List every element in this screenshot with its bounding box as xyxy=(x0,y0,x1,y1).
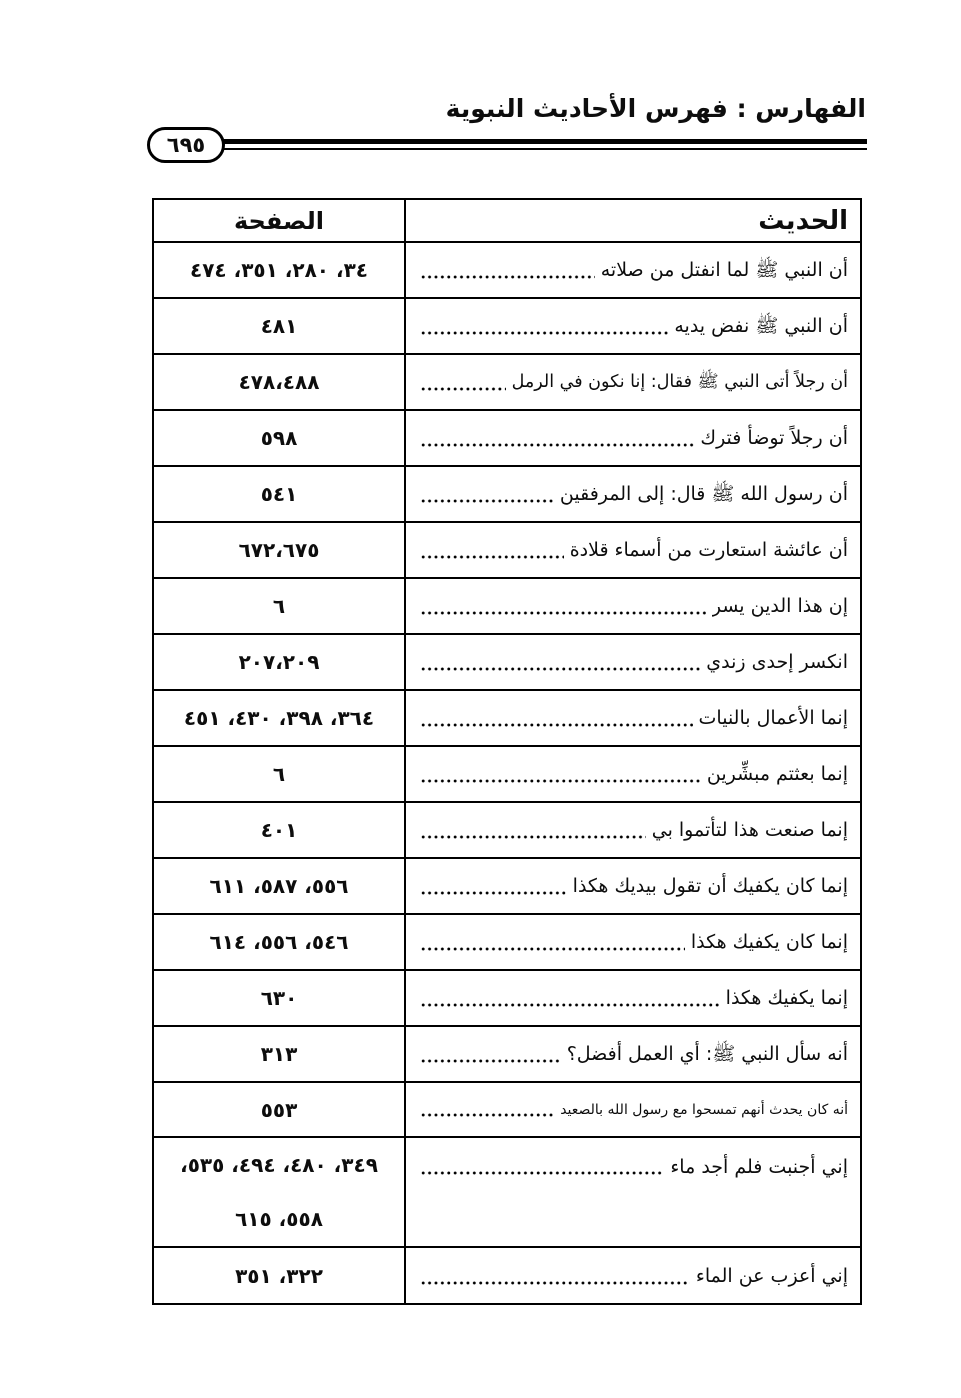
table-row xyxy=(154,1027,860,1083)
hadith-cell xyxy=(404,467,860,521)
table-row xyxy=(154,691,860,747)
hadith-cell xyxy=(404,299,860,353)
dot-leader xyxy=(420,723,693,727)
hadith-text: إنما بعثتم مبشِّرين xyxy=(706,763,848,785)
dot-leader xyxy=(420,1059,561,1063)
dot-leader xyxy=(420,779,701,783)
hadith-cell xyxy=(404,355,860,409)
hadith-text: أن عائشة استعارت من أسماء قلادة xyxy=(569,539,848,561)
table-row xyxy=(154,299,860,355)
hadith-cell xyxy=(404,579,860,633)
table-header-row xyxy=(154,200,860,243)
page-numbers: ٦٣٠ xyxy=(260,986,298,1010)
pages-cell xyxy=(154,915,404,969)
hadith-cell xyxy=(404,859,860,913)
table-row xyxy=(154,579,860,635)
hadith-text: إنما الأعمال بالنيات xyxy=(698,707,848,729)
page-numbers: ٥٥٦، ٥٨٧، ٦١١ xyxy=(209,874,349,898)
page-numbers: ٦ xyxy=(272,594,286,618)
pages-cell xyxy=(154,859,404,913)
pages-cell xyxy=(154,1027,404,1081)
page-numbers: ٥٥٣ xyxy=(260,1097,298,1122)
dot-leader xyxy=(420,835,646,839)
pages-cell xyxy=(154,1083,404,1136)
pages-cell xyxy=(154,803,404,857)
hadith-cell xyxy=(404,635,860,689)
table-row xyxy=(154,243,860,299)
hadith-cell xyxy=(404,1248,860,1303)
hadith-cell xyxy=(404,243,860,297)
hadith-text: إنما صنعت هذا لتأتموا بي xyxy=(651,819,848,841)
table-row xyxy=(154,355,860,411)
hadith-text: إني أجنبت فلم أجد ماء xyxy=(670,1156,848,1178)
page-number: ٦٩٥ xyxy=(147,127,225,163)
column-header-pages-label: الصفحة xyxy=(234,206,325,235)
hadith-cell xyxy=(404,803,860,857)
dot-leader xyxy=(420,667,700,671)
page-numbers: ٣١٣ xyxy=(260,1042,298,1066)
pages-cell xyxy=(154,635,404,689)
hadith-text: أن النبي ﷺ لما انفتل من صلاته xyxy=(600,259,848,281)
page-numbers: ٣٦٤، ٣٩٨، ٤٣٠، ٤٥١ xyxy=(183,706,375,730)
hadith-text: أن النبي ﷺ نفض يديه xyxy=(674,315,848,337)
dot-leader xyxy=(420,275,595,279)
dot-leader xyxy=(420,387,506,391)
hadith-cell xyxy=(404,1083,860,1136)
hadith-index-table xyxy=(152,198,862,1305)
header-rule-thick xyxy=(222,139,867,144)
pages-cell xyxy=(154,747,404,801)
table-row xyxy=(154,859,860,915)
page-numbers: ٤٧٨،٤٨٨ xyxy=(238,370,320,394)
dot-leader xyxy=(420,611,706,615)
pages-cell xyxy=(154,411,404,465)
hadith-text: أن رجلاً توضأ فترك xyxy=(700,427,848,449)
hadith-text: إنما يكفيك هكذا xyxy=(725,987,848,1009)
table-row xyxy=(154,523,860,579)
page-numbers: ٥٤١ xyxy=(260,482,298,506)
dot-leader xyxy=(420,1281,690,1285)
hadith-cell xyxy=(404,411,860,465)
hadith-cell xyxy=(404,1138,860,1246)
table-row xyxy=(154,635,860,691)
hadith-text: أن رجلاً أتى النبي ﷺ فقال: إنا نكون في الرمل xyxy=(511,372,848,392)
dot-leader xyxy=(420,443,694,447)
dot-leader xyxy=(420,1113,554,1117)
table-row xyxy=(154,747,860,803)
page-numbers-line-2: ٥٥٨، ٦١٥ xyxy=(235,1207,323,1231)
column-header-hadith-label: الحديث xyxy=(758,206,848,235)
table-row xyxy=(154,467,860,523)
table-row xyxy=(154,971,860,1027)
page-numbers-line-1: ٣٤٩، ٤٨٠، ٤٩٤، ٥٣٥، xyxy=(180,1153,378,1177)
page-numbers: ٥٤٦، ٥٥٦، ٦١٤ xyxy=(209,930,349,954)
page-numbers: ٦٧٢،٦٧٥ xyxy=(238,538,320,562)
pages-cell xyxy=(154,579,404,633)
hadith-text: إن هذا الدين يسر xyxy=(711,595,848,617)
hadith-text: أنه سأل النبي ﷺ: أي العمل أفضل؟ xyxy=(566,1043,848,1065)
pages-cell xyxy=(154,691,404,745)
page-numbers: ٣٤، ٢٨٠، ٣٥١، ٤٧٤ xyxy=(190,258,368,282)
column-header-hadith xyxy=(404,200,860,241)
table-row xyxy=(154,1138,860,1248)
dot-leader xyxy=(420,891,567,895)
hadith-text: إنما كان يكفيك هكذا xyxy=(690,931,848,953)
pages-cell xyxy=(154,1138,404,1246)
hadith-text: أن رسول الله ﷺ قال: إلى المرفقين xyxy=(559,483,848,505)
pages-cell xyxy=(154,1248,404,1303)
hadith-cell xyxy=(404,915,860,969)
dot-leader xyxy=(420,555,564,559)
hadith-text: إنما كان يكفيك أن تقول بيديك هكذا xyxy=(572,875,848,897)
table-row xyxy=(154,1083,860,1138)
header-rule-thin xyxy=(222,148,867,150)
column-header-pages xyxy=(154,200,404,241)
hadith-cell xyxy=(404,691,860,745)
dot-leader xyxy=(420,947,685,951)
page-numbers: ٢٠٧،٢٠٩ xyxy=(238,650,320,674)
hadith-cell xyxy=(404,1027,860,1081)
hadith-text: إني أعزب عن الماء xyxy=(695,1264,848,1287)
hadith-text: أنه كان يحدث أنهم تمسحوا مع رسول الله بالصعيد xyxy=(560,1101,848,1118)
table-row xyxy=(154,803,860,859)
page-numbers: ٦ xyxy=(272,762,286,786)
page-numbers: ٤٨١ xyxy=(260,314,298,338)
table-row xyxy=(154,915,860,971)
pages-cell xyxy=(154,523,404,577)
table-row xyxy=(154,411,860,467)
hadith-cell xyxy=(404,971,860,1025)
pages-cell xyxy=(154,971,404,1025)
dot-leader xyxy=(420,1003,720,1007)
hadith-text: انكسر إحدى زندي xyxy=(706,651,848,673)
page-numbers: ٣٢٢، ٣٥١ xyxy=(235,1263,323,1288)
pages-cell xyxy=(154,299,404,353)
dot-leader xyxy=(420,1171,664,1175)
hadith-cell xyxy=(404,523,860,577)
page-numbers: ٤٠١ xyxy=(260,818,298,842)
page-header-title: الفهارس : فهرس الأحاديث النبوية xyxy=(445,94,866,123)
pages-cell xyxy=(154,243,404,297)
dot-leader xyxy=(420,499,554,503)
dot-leader xyxy=(420,331,668,335)
pages-cell xyxy=(154,355,404,409)
pages-cell xyxy=(154,467,404,521)
hadith-cell xyxy=(404,747,860,801)
page-numbers: ٥٩٨ xyxy=(260,426,298,450)
table-row xyxy=(154,1248,860,1303)
